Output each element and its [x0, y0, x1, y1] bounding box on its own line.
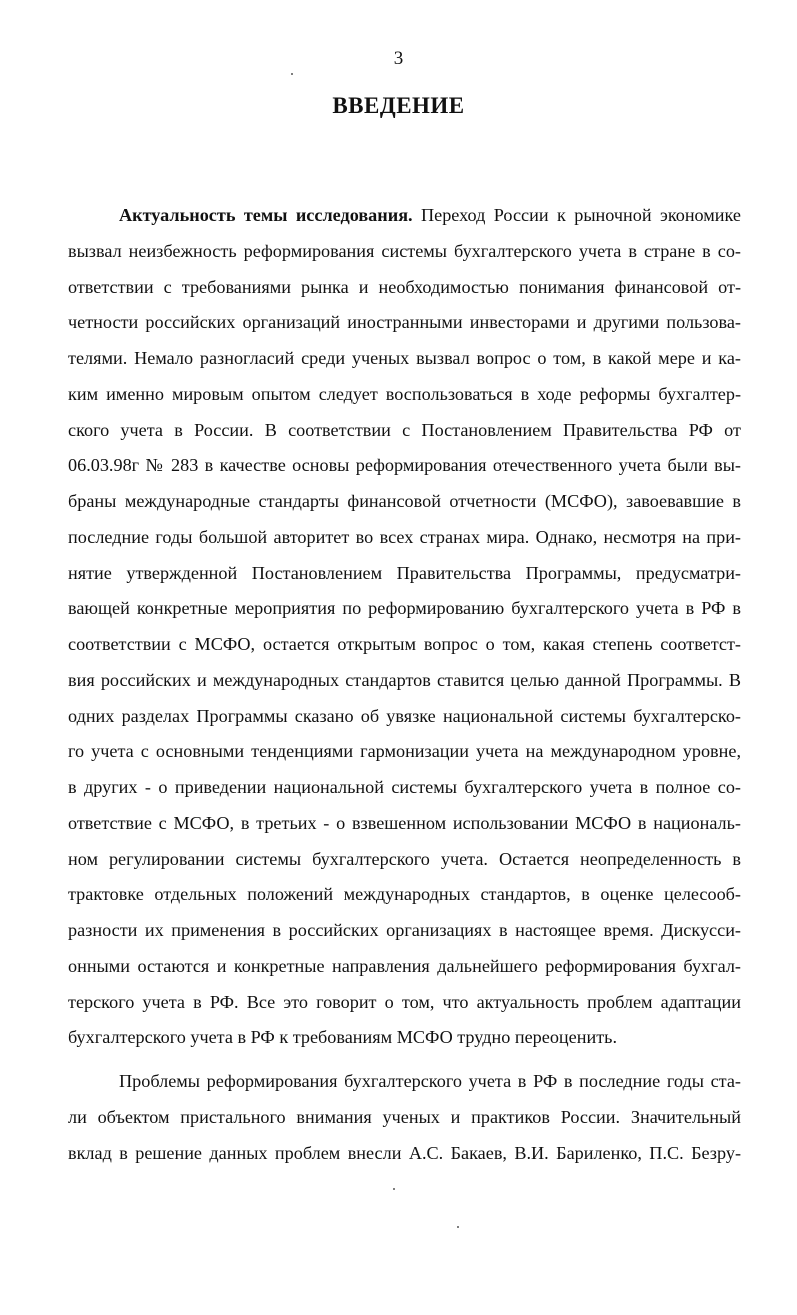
text-line: последние годы большой авторитет во всех странах мира. Однако, несмотря на при- [68, 526, 741, 547]
text-line: терского учета в РФ. Все это говорит о том, что актуальность проблем адаптации [68, 991, 741, 1012]
text-line: ского учета в России. В соответствии с Постановлением Правительства РФ от [68, 419, 741, 440]
text-line: трактовке отдельных положений международных стандартов, в оценке целесооб- [68, 884, 741, 905]
text-line: бухгалтерского учета в РФ к требованиям МСФО трудно переоценить. [68, 1027, 617, 1048]
text-line: четности российских организаций иностранными инвесторами и другими пользова- [68, 312, 741, 333]
text-line: ном регулировании системы бухгалтерского учета. Остается неопределенность в [68, 848, 741, 869]
text-line: ким именно мировым опытом следует воспользоваться в ходе реформы бухгалтер- [68, 383, 741, 404]
text-line: телями. Немало разногласий среди ученых вызвал вопрос о том, в какой мере и ка- [68, 348, 741, 368]
text-line: 06.03.98г № 283 в качестве основы реформирования отечественного учета были вы- [68, 455, 741, 476]
body-text [68, 198, 741, 1171]
text-line: вызвал неизбежность реформирования системы бухгалтерского учета в стране в со- [68, 240, 741, 261]
text-line: Проблемы реформирования бухгалтерского учета в РФ в последние годы ста- [119, 1071, 741, 1091]
text-line: браны международные стандарты финансовой отчетности (МСФО), завоевавшие в [68, 491, 741, 511]
page-title: ВВЕДЕНИЕ [332, 93, 465, 118]
scan-speck [457, 1226, 459, 1228]
text-line: ли объектом пристального внимания ученых и практиков России. Значительный [68, 1106, 741, 1127]
text-line: го учета с основными тенденциями гармонизации учета на международном уровне, [68, 741, 741, 762]
lead-phrase: Актуальность темы исследования. [119, 205, 413, 225]
text-line: разности их применения в российских организациях в настоящее время. Дискусси- [68, 920, 741, 940]
text-line: вающей конкретные мероприятия по реформированию бухгалтерского учета в РФ в [68, 598, 741, 619]
text-line: соответствии с МСФО, остается открытым вопрос о том, какая степень соответст- [68, 634, 741, 654]
text-line: нятие утвержденной Постановлением Правительства Программы, предусматри- [68, 562, 741, 583]
text-line: вклад в решение данных проблем внесли А.С. Бакаев, В.И. Бариленко, П.С. Безру- [68, 1142, 741, 1163]
page-number: 3 [393, 48, 404, 69]
text-line: Актуальность темы исследования. Переход России к рыночной экономике [119, 205, 741, 225]
text-line: ответствии с требованиями рынка и необходимостью понимания финансовой от- [68, 276, 741, 297]
text-line: вия российских и международных стандартов ставится целью данной Программы. В [68, 669, 741, 690]
scan-speck [393, 1188, 395, 1190]
text-line: ответствие с МСФО, в третьих - о взвешенном использовании МСФО в националь- [68, 812, 741, 833]
scan-speck [291, 73, 293, 75]
text-line: онными остаются и конкретные направления дальнейшего реформирования бухгал- [68, 955, 741, 976]
text-line: одних разделах Программы сказано об увязке национальной системы бухгалтерско- [68, 705, 741, 726]
text-line: в других - о приведении национальной системы бухгалтерского учета в полное со- [68, 777, 741, 797]
